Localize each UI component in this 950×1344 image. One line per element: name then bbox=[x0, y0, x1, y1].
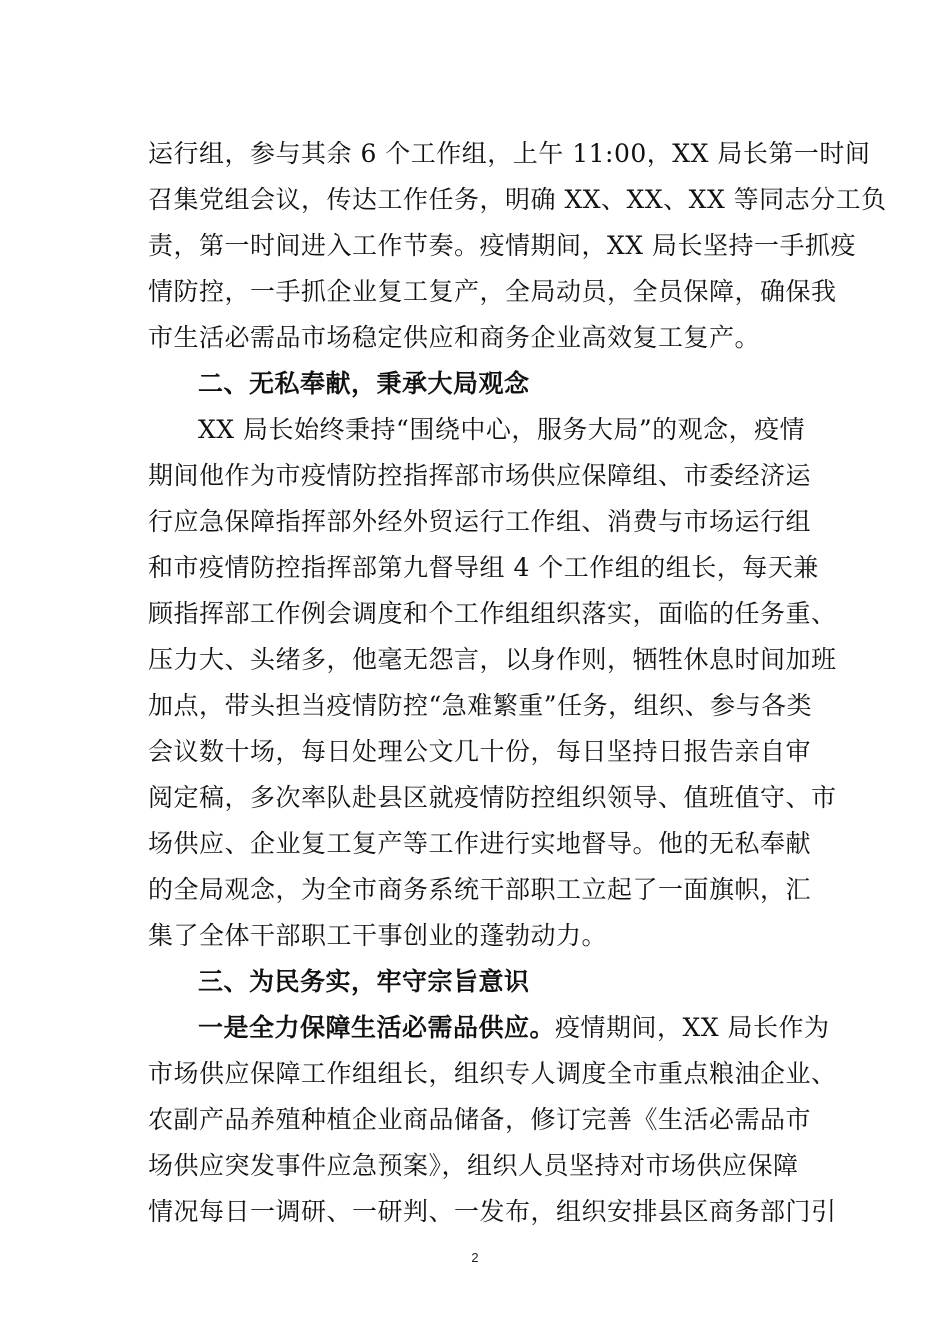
body-text-line: 的全局观念，为全市商务系统干部职工立起了一面旗帜，汇 bbox=[148, 875, 812, 904]
body-text-line: 市生活必需品市场稳定供应和商务企业高效复工复产。 bbox=[148, 323, 761, 352]
body-text-line: 和市疫情防控指挥部第九督导组 4 个工作组的组长，每天兼 bbox=[148, 553, 819, 582]
body-text-line: 场供应突发事件应急预案》，组织人员坚持对市场供应保障 bbox=[148, 1151, 799, 1180]
body-text-line: 阅定稿，多次率队赴县区就疫情防控组织领导、值班值守、市 bbox=[148, 783, 837, 812]
body-text-line: 场供应、企业复工复产等工作进行实地督导。他的无私奉献 bbox=[148, 829, 812, 858]
body-text-line: 行应急保障指挥部外经外贸运行工作组、消费与市场运行组 bbox=[148, 507, 812, 536]
page-number: 2 bbox=[471, 1250, 479, 1265]
section-heading-2: 二、无私奉献，秉承大局观念 bbox=[198, 369, 530, 398]
body-text-line: XX 局长始终秉持“围绕中心，服务大局”的观念，疫情 bbox=[198, 415, 806, 444]
body-text-line: 期间他作为市疫情防控指挥部市场供应保障组、市委经济运 bbox=[148, 461, 812, 490]
body-text-line: 市场供应保障工作组组长，组织专人调度全市重点粮油企业、 bbox=[148, 1059, 837, 1088]
section-heading-3: 三、为民务实，牢守宗旨意识 bbox=[198, 967, 530, 996]
emphasis-lead-sentence: 一是全力保障生活必需品供应。 bbox=[198, 1013, 556, 1042]
body-text-line: 会议数十场，每日处理公文几十份，每日坚持日报告亲自审 bbox=[148, 737, 812, 766]
body-text-line: 召集党组会议，传达工作任务，明确 XX、XX、XX 等同志分工负 bbox=[148, 185, 887, 214]
body-text-line: 情防控，一手抓企业复工复产，全局动员，全员保障，确保我 bbox=[148, 277, 837, 306]
body-text-line: 责，第一时间进入工作节奏。疫情期间，XX 局长坚持一手抓疫 bbox=[148, 231, 857, 260]
body-text-line: 加点，带头担当疫情防控“急难繁重”任务，组织、参与各类 bbox=[148, 691, 813, 720]
body-text-line: 情况每日一调研、一研判、一发布，组织安排县区商务部门引 bbox=[148, 1197, 837, 1226]
body-text-line: 运行组，参与其余 6 个工作组，上午 11:00，XX 局长第一时间 bbox=[148, 139, 871, 168]
body-text-line: 集了全体干部职工干事创业的蓬勃动力。 bbox=[148, 921, 608, 950]
body-text-line: 顾指挥部工作例会调度和个工作组组织落实，面临的任务重、 bbox=[148, 599, 837, 628]
body-text-line bbox=[198, 1005, 830, 1051]
body-text-continuation: 疫情期间，XX 局长作为 bbox=[555, 1013, 830, 1042]
body-text-line: 农副产品养殖种植企业商品储备，修订完善《生活必需品市 bbox=[148, 1105, 812, 1134]
body-text-line: 压力大、头绪多，他毫无怨言，以身作则，牺牲休息时间加班 bbox=[148, 645, 837, 674]
